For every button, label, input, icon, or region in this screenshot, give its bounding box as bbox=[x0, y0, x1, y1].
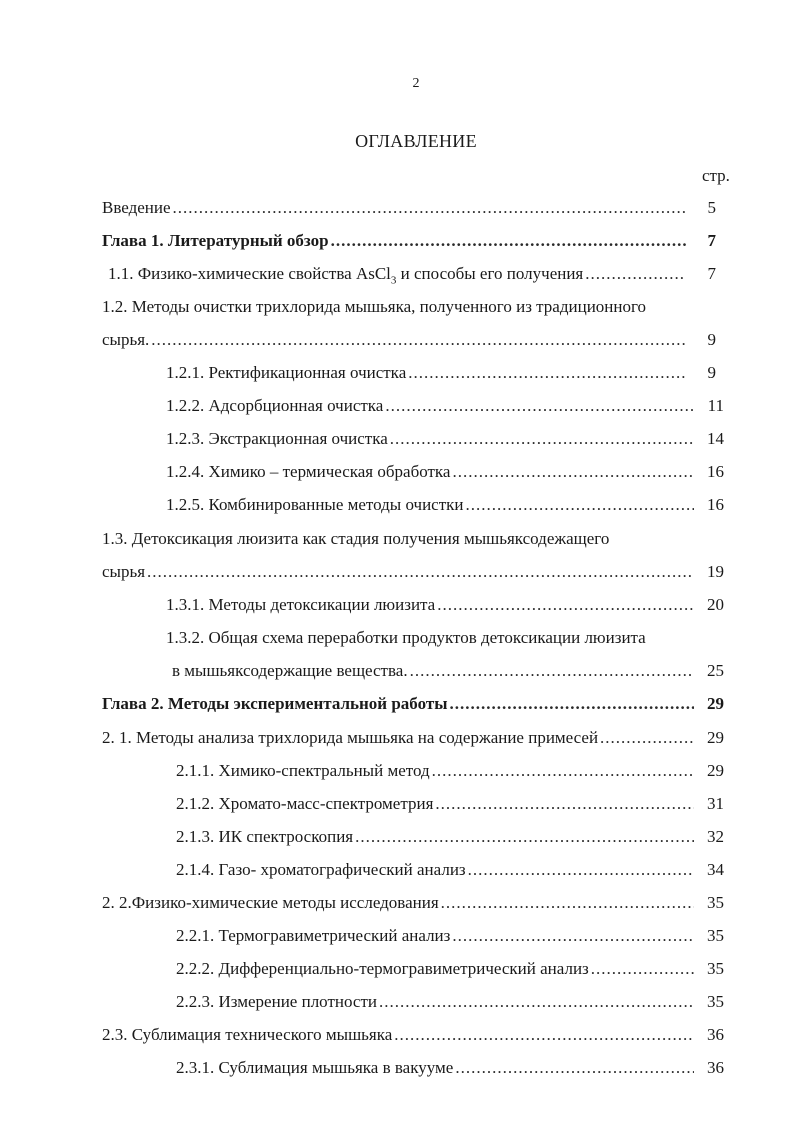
toc-entry-page: 9 bbox=[707, 330, 716, 349]
dot-leader bbox=[455, 1057, 694, 1079]
toc-entry-page: 35 bbox=[707, 926, 724, 945]
toc-entry-1-2-3[interactable] bbox=[166, 428, 724, 450]
toc-entry-text: 1.2.4. Химико – термическая обработка bbox=[166, 462, 451, 481]
dot-leader bbox=[379, 991, 694, 1013]
dot-leader bbox=[151, 329, 686, 351]
dot-leader bbox=[385, 395, 694, 417]
toc-entry-text: 1.2.3. Экстракционная очистка bbox=[166, 429, 388, 448]
toc-entry-text: 2.1.1. Химико-спектральный метод bbox=[176, 761, 430, 780]
toc-entry-page: 35 bbox=[707, 959, 724, 978]
toc-entry-1-1[interactable] bbox=[108, 263, 716, 291]
toc-entry-2-1-4[interactable] bbox=[176, 859, 724, 881]
toc-entry-1-3-line-1[interactable]: 1.3. Детоксикация люизита как стадия получения мышьяксодежащего bbox=[102, 529, 610, 548]
dot-leader bbox=[452, 461, 694, 483]
toc-entry-2-2[interactable] bbox=[102, 892, 724, 914]
toc-entry-page: 5 bbox=[707, 198, 716, 217]
toc-entry-text: 2.2.1. Термогравиметрический анализ bbox=[176, 926, 451, 945]
toc-entry-page: 16 bbox=[707, 462, 724, 481]
dot-leader bbox=[600, 727, 694, 749]
toc-entry-1-3[interactable] bbox=[102, 561, 724, 583]
dot-leader bbox=[355, 826, 694, 848]
toc-entry-2-1-2[interactable] bbox=[176, 793, 724, 815]
toc-entry-2-2-2[interactable] bbox=[176, 958, 724, 980]
toc-entry-page: 35 bbox=[707, 992, 724, 1011]
toc-entry-page: 25 bbox=[707, 661, 724, 680]
dot-leader bbox=[591, 958, 694, 980]
dot-leader bbox=[390, 428, 694, 450]
toc-entry-2-3-1[interactable] bbox=[176, 1057, 724, 1079]
toc-entry-chapter-2[interactable] bbox=[102, 693, 724, 715]
dot-leader bbox=[394, 1024, 694, 1046]
toc-entry-1-3-2[interactable] bbox=[172, 660, 724, 682]
dot-leader bbox=[331, 230, 686, 252]
toc-entry-text: в мышьяксодержащие вещества. bbox=[172, 661, 408, 680]
dot-leader bbox=[452, 925, 694, 947]
toc-entry-text: сырья. bbox=[102, 330, 150, 349]
dot-leader bbox=[585, 263, 686, 285]
toc-entry-page: 20 bbox=[707, 595, 724, 614]
toc-entry-text-part: 1.1. Физико-химические свойства AsCl bbox=[108, 264, 391, 283]
dot-leader bbox=[432, 760, 694, 782]
pages-column-header: стр. bbox=[702, 166, 730, 185]
toc-entry-2-3[interactable] bbox=[102, 1024, 724, 1046]
toc-entry-page: 19 bbox=[707, 562, 724, 581]
toc-entry-page: 29 bbox=[707, 694, 724, 713]
toc-entry-page: 11 bbox=[707, 396, 724, 415]
toc-entry-text: 1.2.2. Адсорбционная очистка bbox=[166, 396, 384, 415]
toc-entry-2-1[interactable] bbox=[102, 727, 724, 749]
toc-entry-text: Введение bbox=[102, 198, 171, 217]
dot-leader bbox=[435, 793, 694, 815]
toc-entry-2-1-1[interactable] bbox=[176, 760, 724, 782]
page-number: 2 bbox=[412, 76, 420, 91]
toc-entry-page: 16 bbox=[707, 495, 724, 514]
toc-entry-1-2-2[interactable] bbox=[166, 395, 724, 417]
toc-entry-text: 2.1.2. Хромато-масс-спектрометрия bbox=[176, 794, 434, 813]
toc-entry-text: 2. 2.Физико-химические методы исследования bbox=[102, 893, 439, 912]
toc-entry-1-2-5[interactable] bbox=[166, 494, 724, 516]
toc-entry-page: 32 bbox=[707, 827, 724, 846]
toc-entry-1-3-2-line-1[interactable]: 1.3.2. Общая схема переработки продуктов детоксикации люизита bbox=[166, 628, 646, 647]
dot-leader bbox=[468, 859, 694, 881]
toc-entry-1-2[interactable] bbox=[102, 329, 716, 351]
subscript-3: 3 bbox=[390, 274, 397, 287]
toc-entry-text: 2.2.2. Дифференциально-термогравиметрический анализ bbox=[176, 959, 589, 978]
toc-entry-page: 35 bbox=[707, 893, 724, 912]
toc-entry-text: Глава 1. Литературный обзор bbox=[102, 231, 329, 250]
toc-entry-1-3-1[interactable] bbox=[166, 594, 724, 616]
toc-entry-introduction[interactable] bbox=[102, 197, 716, 219]
toc-entry-page: 7 bbox=[707, 231, 716, 250]
dot-leader bbox=[441, 892, 694, 914]
toc-entry-text: 1.3.1. Методы детоксикации люизита bbox=[166, 595, 436, 614]
toc-entry-2-2-3[interactable] bbox=[176, 991, 724, 1013]
toc-entry-page: 14 bbox=[707, 429, 724, 448]
toc-entry-page: 29 bbox=[707, 728, 724, 747]
toc-entry-text-part: и способы его получения bbox=[396, 264, 584, 283]
toc-entry-page: 36 bbox=[707, 1058, 724, 1077]
dot-leader bbox=[466, 494, 694, 516]
toc-entry-text: 2.3.1. Сублимация мышьяка в вакууме bbox=[176, 1058, 454, 1077]
dot-leader bbox=[410, 660, 694, 682]
toc-entry-text: 1.2.5. Комбинированные методы очистки bbox=[166, 495, 464, 514]
toc-entry-text: 2.3. Сублимация технического мышьяка bbox=[102, 1025, 393, 1044]
toc-entry-text: 1.2.1. Ректификационная очистка bbox=[166, 363, 407, 382]
toc-entry-page: 29 bbox=[707, 761, 724, 780]
page-title: ОГЛАВЛЕНИЕ bbox=[355, 131, 477, 151]
toc-entry-text: 2. 1. Методы анализа трихлорида мышьяка на содержание примесей bbox=[102, 728, 599, 747]
dot-leader bbox=[449, 693, 694, 715]
toc-entry-1-2-line-1[interactable]: 1.2. Методы очистки трихлорида мышьяка, полученного из традиционного bbox=[102, 297, 647, 316]
toc-entry-page: 7 bbox=[707, 264, 716, 283]
dot-leader bbox=[408, 362, 686, 384]
dot-leader bbox=[437, 594, 694, 616]
toc-entry-text: сырья bbox=[102, 562, 146, 581]
dot-leader bbox=[173, 197, 686, 219]
toc-entry-text: 2.1.3. ИК спектроскопия bbox=[176, 827, 354, 846]
toc-entry-text: 2.1.4. Газо- хроматографический анализ bbox=[176, 860, 466, 879]
toc-entry-text bbox=[108, 263, 583, 291]
toc-entry-chapter-1[interactable] bbox=[102, 230, 716, 252]
toc-entry-text: Глава 2. Методы экспериментальной работы bbox=[102, 694, 448, 713]
toc-entry-1-2-4[interactable] bbox=[166, 461, 724, 483]
toc-entry-page: 36 bbox=[707, 1025, 724, 1044]
dot-leader bbox=[147, 561, 694, 583]
toc-entry-page: 9 bbox=[707, 363, 716, 382]
toc-entry-2-2-1[interactable] bbox=[176, 925, 724, 947]
toc-entry-page: 34 bbox=[707, 860, 724, 879]
toc-entry-1-2-1[interactable] bbox=[166, 362, 716, 384]
toc-entry-2-1-3[interactable] bbox=[176, 826, 724, 848]
toc-entry-text: 2.2.3. Измерение плотности bbox=[176, 992, 377, 1011]
toc-entry-page: 31 bbox=[707, 794, 724, 813]
